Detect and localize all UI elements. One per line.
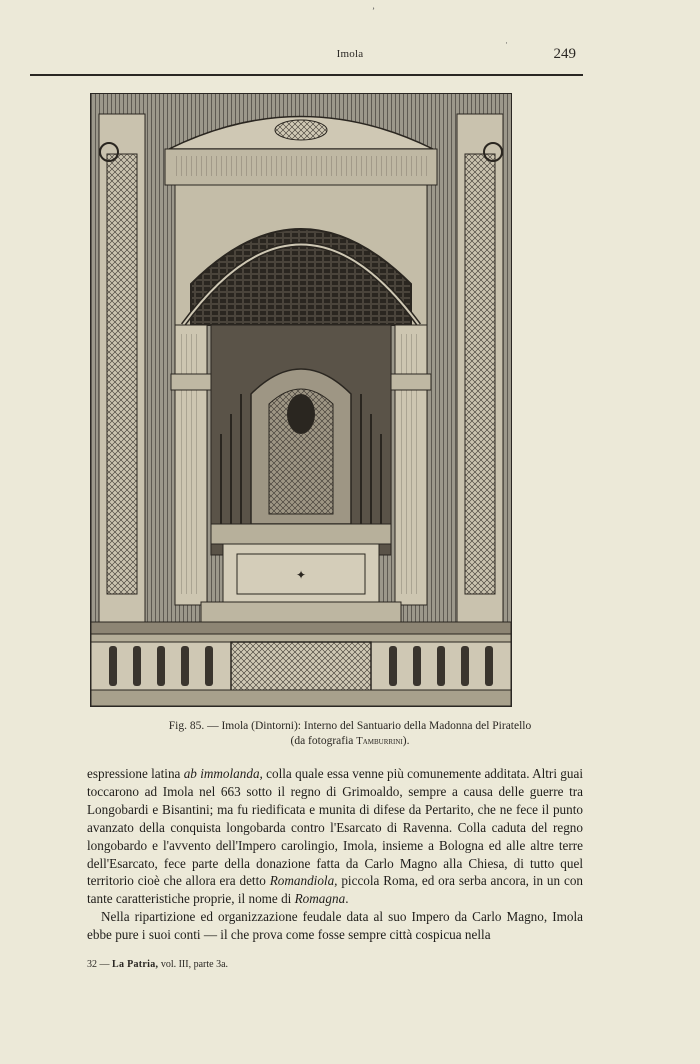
scan-mark: ʼ [372, 6, 375, 16]
svg-text:✦: ✦ [295, 568, 307, 582]
body-text [87, 765, 583, 944]
signature-footer: 32 — La Patria, vol. III, parte 3a. [87, 959, 229, 970]
altar-engraving-figure [90, 93, 512, 707]
paragraph: espressione latina ab immolanda, colla quale essa venne più comunemente additata. Altri guai toccarono ad Imola nel 663 sotto il regno di Grimoaldo, sempre a causa delle guerre tra Longobardi e Bisantini; ma fu riedificata e munita di difese da Pertarito, che ne fece il punto avanzato della conquista longobarda contro l'Esarcato di Ravenna. Colla caduta del regno longobardo e l'avvento dell'Impero carolingio, Imola, insieme a Bologna ed alle altre terre dell'Esarcato, fece parte della donazione fatta da Carlo Magno alla Chiesa, di tutto quel territorio cioè che allora era detto Romandiola, piccola Roma, ed ora serba ancora, in un con tante caratteristiche proprie, il nome di Romagna. [87, 766, 584, 907]
paragraph: Nella ripartizione ed organizzazione feudale data al suo Impero da Carlo Magno, Imola ebbe pure i suoi conti — il che prova come fosse sempre città cospicua nella [87, 909, 583, 943]
caption-source: (da fotografia Tamburrini). [290, 735, 410, 747]
scan-mark: · [505, 38, 508, 48]
header-divider [30, 74, 583, 76]
photographer-name: Tamburrini [356, 736, 403, 747]
running-header: Imola [336, 48, 364, 60]
caption-main: Fig. 85. — Imola (Dintorni): Interno del Santuario della Madonna del Piratello [168, 720, 532, 732]
publication-title: La Patria, [112, 959, 159, 970]
figure-caption [70, 719, 630, 749]
page-number: 249 [553, 46, 576, 62]
altar-engraving-icon [91, 94, 511, 706]
